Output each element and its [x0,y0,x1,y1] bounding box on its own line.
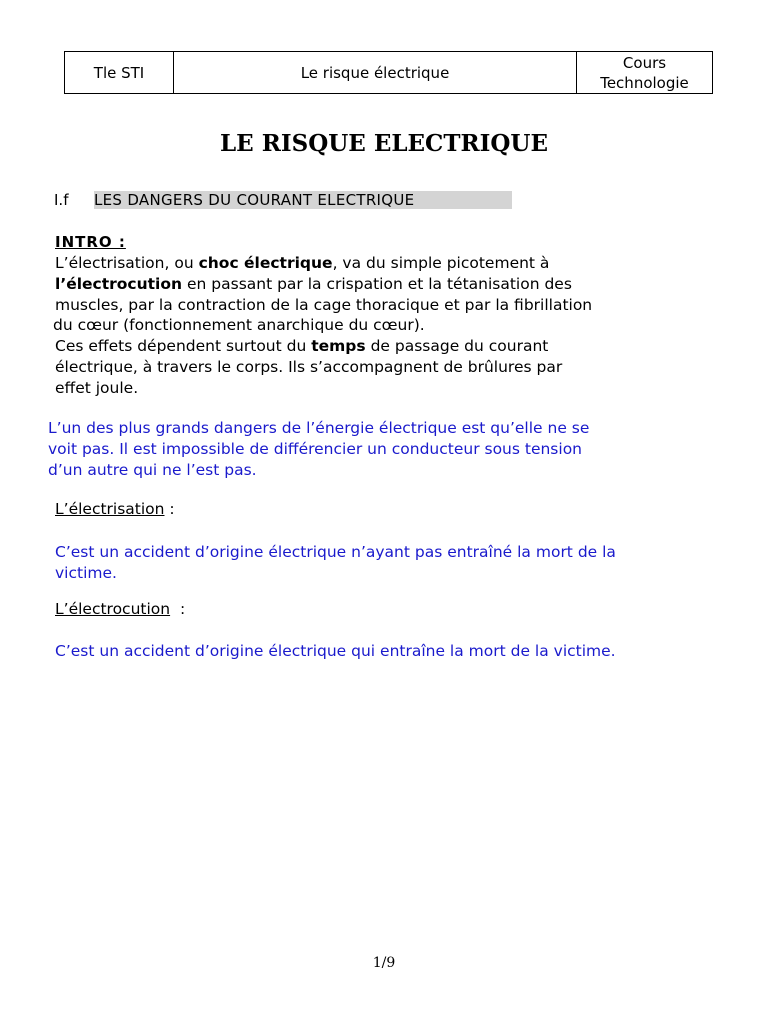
header-subject-cell [174,52,577,93]
page-title: LE RISQUE ELECTRIQUE [220,130,548,157]
intro-text: du cœur (fonctionnement anarchique du cœur). [53,316,425,335]
electrocution-definition [55,641,616,662]
electrocution-term [55,600,185,618]
electrisation-label: L’électrisation [55,500,165,518]
intro-text: de passage du courant [365,337,549,355]
danger-paragraph [48,418,589,480]
definition-text: C’est un accident d’origine électrique qui entraîne la mort de la victime. [55,642,616,660]
term-colon: : [164,500,175,518]
definition-text: victime. [55,563,117,582]
header-course-line2: Technologie [600,73,689,92]
header-class: Tle STI [93,64,145,82]
header-course-line1: Cours [622,53,667,72]
intro-text: , va du simple picotement à [332,254,550,272]
danger-text: voit pas. Il est impossible de différencier un conducteur sous tension [48,439,583,458]
page-number: 1/9 [372,955,396,971]
section-heading [54,191,512,209]
intro-text: muscles, par la contraction de la cage thoracique et par la fibrillation [55,295,593,314]
intro-bold-term: temps [311,337,366,355]
header-course-cell [577,52,712,93]
section-number: I.f [54,191,69,209]
intro-paragraph-2 [55,336,562,398]
danger-text: d’un autre qui ne l’est pas. [48,460,257,479]
intro-label: INTRO : [55,233,126,251]
term-colon: : [170,600,186,618]
electrisation-term [55,500,175,518]
electrocution-label: L’électrocution [55,600,171,618]
intro-bold-term: l’électrocution [55,274,183,293]
intro-text: effet joule. [55,378,139,397]
intro-text: Ces effets dépendent surtout du [55,337,312,355]
header-table [64,51,713,94]
intro-bold-term: choc électrique [198,254,333,272]
header-subject: Le risque électrique [300,63,450,82]
definition-text: C’est un accident d’origine électrique n’ayant pas entraîné la mort de la [55,543,616,561]
intro-text: électrique, à travers le corps. Ils s’accompagnent de brûlures par [55,357,563,376]
intro-text: L’électrisation, ou [55,254,199,272]
intro-text: en passant par la crispation et la tétanisation des [182,274,572,293]
intro-paragraph-1 [55,253,592,336]
electrisation-definition [55,542,616,584]
header-class-cell [65,52,174,93]
danger-text: L’un des plus grands dangers de l’énergie électrique est qu’elle ne se [48,419,590,437]
section-title: LES DANGERS DU COURANT ELECTRIQUE [94,191,512,209]
